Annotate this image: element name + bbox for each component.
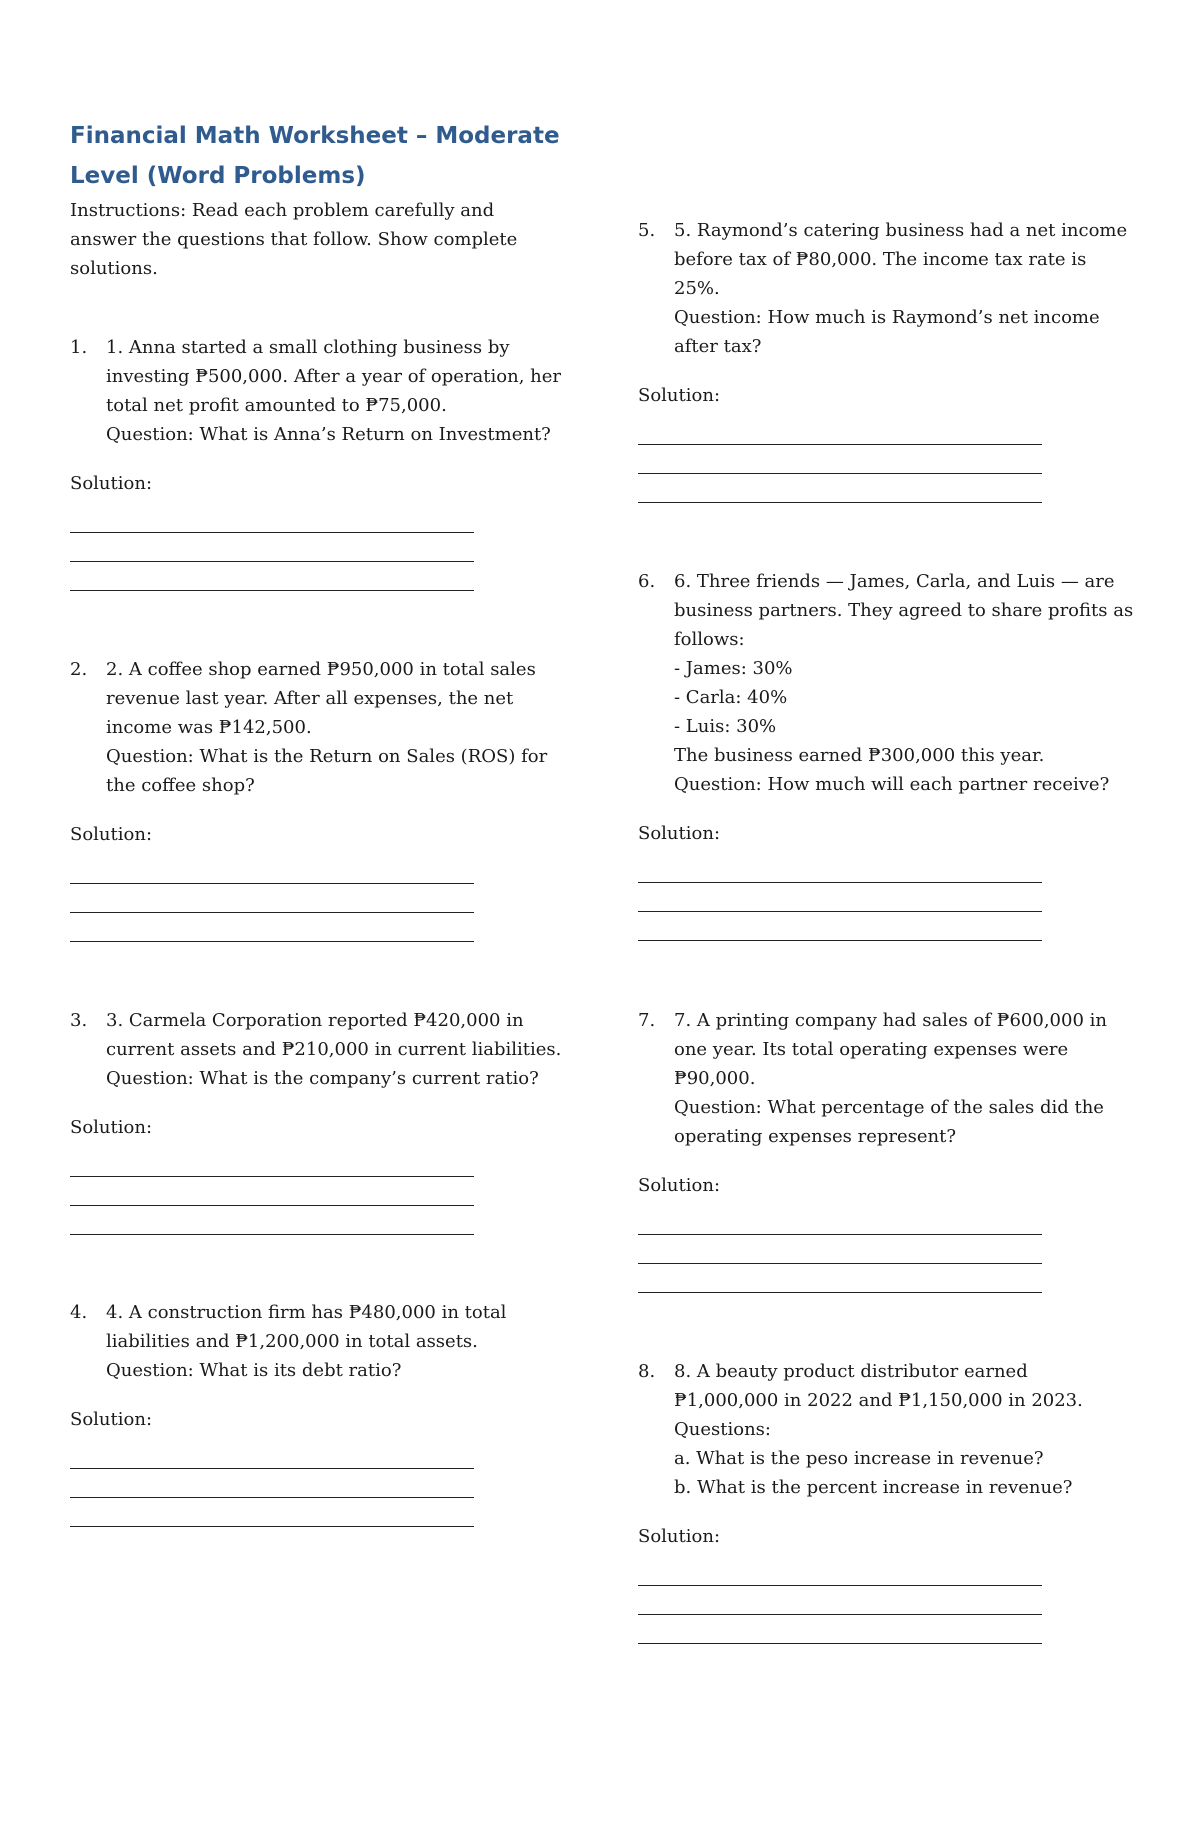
problem-number: 3. [70, 1010, 88, 1031]
problem-line: 3. Carmela Corporation reported ₱420,000 in [106, 1010, 524, 1031]
problem-line: 8. A beauty product distributor earned [674, 1361, 1028, 1382]
answer-line[interactable] [638, 1557, 1042, 1586]
problem-line: b. What is the percent increase in revenue? [674, 1477, 1073, 1498]
answer-line[interactable] [638, 1264, 1042, 1293]
answer-lines[interactable] [70, 855, 474, 942]
problem-number: 8. [638, 1361, 656, 1382]
problem-line: Question: How much will each partner receive? [674, 774, 1110, 795]
problem-line: income was ₱142,500. [106, 717, 312, 738]
answer-line[interactable] [638, 1235, 1042, 1264]
answer-lines[interactable] [70, 504, 474, 591]
problem-line: 7. A printing company had sales of ₱600,000 in [674, 1010, 1107, 1031]
solution-label: Solution: [638, 1526, 721, 1547]
answer-lines[interactable] [638, 1557, 1042, 1644]
problem-text [674, 216, 1138, 361]
answer-lines[interactable] [638, 416, 1042, 503]
problem-line: the coffee shop? [106, 775, 255, 796]
problem-number: 2. [70, 659, 88, 680]
answer-line[interactable] [638, 912, 1042, 941]
answer-line[interactable] [638, 474, 1042, 503]
problem-line: operating expenses represent? [674, 1126, 956, 1147]
problem-number: 4. [70, 1302, 88, 1323]
problem-line: liabilities and ₱1,200,000 in total assets. [106, 1331, 478, 1352]
answer-line[interactable] [638, 1615, 1042, 1644]
problem-number: 5. [638, 220, 656, 241]
problem-line: 5. Raymond’s catering business had a net income [674, 220, 1128, 241]
title-line: Financial Math Worksheet – Moderate [70, 123, 560, 149]
solution-label: Solution: [638, 385, 721, 406]
problem-7 [638, 1006, 1138, 1293]
problem-4 [70, 1298, 570, 1527]
solution-label: Solution: [638, 1175, 721, 1196]
problem-3 [70, 1006, 570, 1235]
answer-line[interactable] [638, 1586, 1042, 1615]
solution-label: Solution: [70, 1117, 153, 1138]
problem-line: business partners. They agreed to share profits as [674, 600, 1134, 621]
problem-text [106, 1006, 570, 1093]
problem-number: 7. [638, 1010, 656, 1031]
instructions [70, 196, 550, 283]
problem-line: 4. A construction firm has ₱480,000 in total [106, 1302, 507, 1323]
answer-line[interactable] [638, 1206, 1042, 1235]
problem-line: follows: [674, 629, 745, 650]
problem-line: Question: What percentage of the sales did the [674, 1097, 1104, 1118]
problem-text [106, 333, 570, 449]
solution-label: Solution: [70, 473, 153, 494]
answer-line[interactable] [638, 854, 1042, 883]
problem-line: Questions: [674, 1419, 771, 1440]
problem-line: revenue last year. After all expenses, the net [106, 688, 514, 709]
answer-line[interactable] [70, 1148, 474, 1177]
answer-line[interactable] [70, 1206, 474, 1235]
answer-line[interactable] [70, 1440, 474, 1469]
problem-line: 1. Anna started a small clothing business by [106, 337, 510, 358]
answer-line[interactable] [70, 1498, 474, 1527]
problem-number: 1. [70, 337, 88, 358]
problem-line: Question: How much is Raymond’s net income [674, 307, 1100, 328]
answer-line[interactable] [70, 533, 474, 562]
problem-line: a. What is the peso increase in revenue? [674, 1448, 1044, 1469]
problem-line: ₱1,000,000 in 2022 and ₱1,150,000 in 2023. [674, 1390, 1083, 1411]
answer-line[interactable] [70, 1469, 474, 1498]
answer-lines[interactable] [70, 1440, 474, 1527]
answer-line[interactable] [70, 884, 474, 913]
answer-line[interactable] [638, 416, 1042, 445]
title-line: Level (Word Problems) [70, 163, 366, 189]
problem-text [674, 1357, 1138, 1502]
problem-line: Question: What is Anna’s Return on Investment? [106, 424, 551, 445]
problem-line: investing ₱500,000. After a year of operation, her [106, 366, 561, 387]
problem-text [674, 567, 1148, 799]
answer-lines[interactable] [638, 854, 1042, 941]
answer-line[interactable] [70, 1177, 474, 1206]
problem-line: 2. A coffee shop earned ₱950,000 in total sales [106, 659, 536, 680]
page-title [70, 116, 570, 196]
instructions-line: answer the questions that follow. Show complete [70, 229, 518, 250]
problem-line: - James: 30% [674, 658, 793, 679]
problem-line: Question: What is its debt ratio? [106, 1360, 402, 1381]
problem-1 [70, 333, 570, 591]
answer-line[interactable] [70, 855, 474, 884]
problem-line: The business earned ₱300,000 this year. [674, 745, 1045, 766]
problem-2 [70, 655, 570, 942]
problem-line: 6. Three friends — James, Carla, and Luis — are [674, 571, 1115, 592]
answer-line[interactable] [70, 504, 474, 533]
problem-5 [638, 216, 1138, 503]
answer-line[interactable] [638, 445, 1042, 474]
answer-line[interactable] [70, 562, 474, 591]
problem-line: total net profit amounted to ₱75,000. [106, 395, 447, 416]
answer-lines[interactable] [638, 1206, 1042, 1293]
problem-6 [638, 567, 1148, 941]
problem-line: - Carla: 40% [674, 687, 788, 708]
answer-lines[interactable] [70, 1148, 474, 1235]
answer-line[interactable] [638, 883, 1042, 912]
problem-line: one year. Its total operating expenses were [674, 1039, 1069, 1060]
instructions-line: Instructions: Read each problem carefully and [70, 200, 495, 221]
problem-text [106, 1298, 570, 1385]
problem-line: before tax of ₱80,000. The income tax rate is [674, 249, 1087, 270]
problem-number: 6. [638, 571, 656, 592]
problem-line: after tax? [674, 336, 762, 357]
solution-label: Solution: [70, 824, 153, 845]
problem-line: Question: What is the company’s current ratio? [106, 1068, 539, 1089]
problem-line: - Luis: 30% [674, 716, 777, 737]
solution-label: Solution: [638, 823, 721, 844]
problem-line: Question: What is the Return on Sales (ROS) for [106, 746, 548, 767]
problem-text [674, 1006, 1138, 1151]
solution-label: Solution: [70, 1409, 153, 1430]
answer-line[interactable] [70, 913, 474, 942]
instructions-line: solutions. [70, 258, 158, 279]
problem-line: current assets and ₱210,000 in current liabilities. [106, 1039, 562, 1060]
problem-line: 25%. [674, 278, 720, 299]
problem-line: ₱90,000. [674, 1068, 756, 1089]
problem-text [106, 655, 570, 800]
problem-8 [638, 1357, 1138, 1644]
